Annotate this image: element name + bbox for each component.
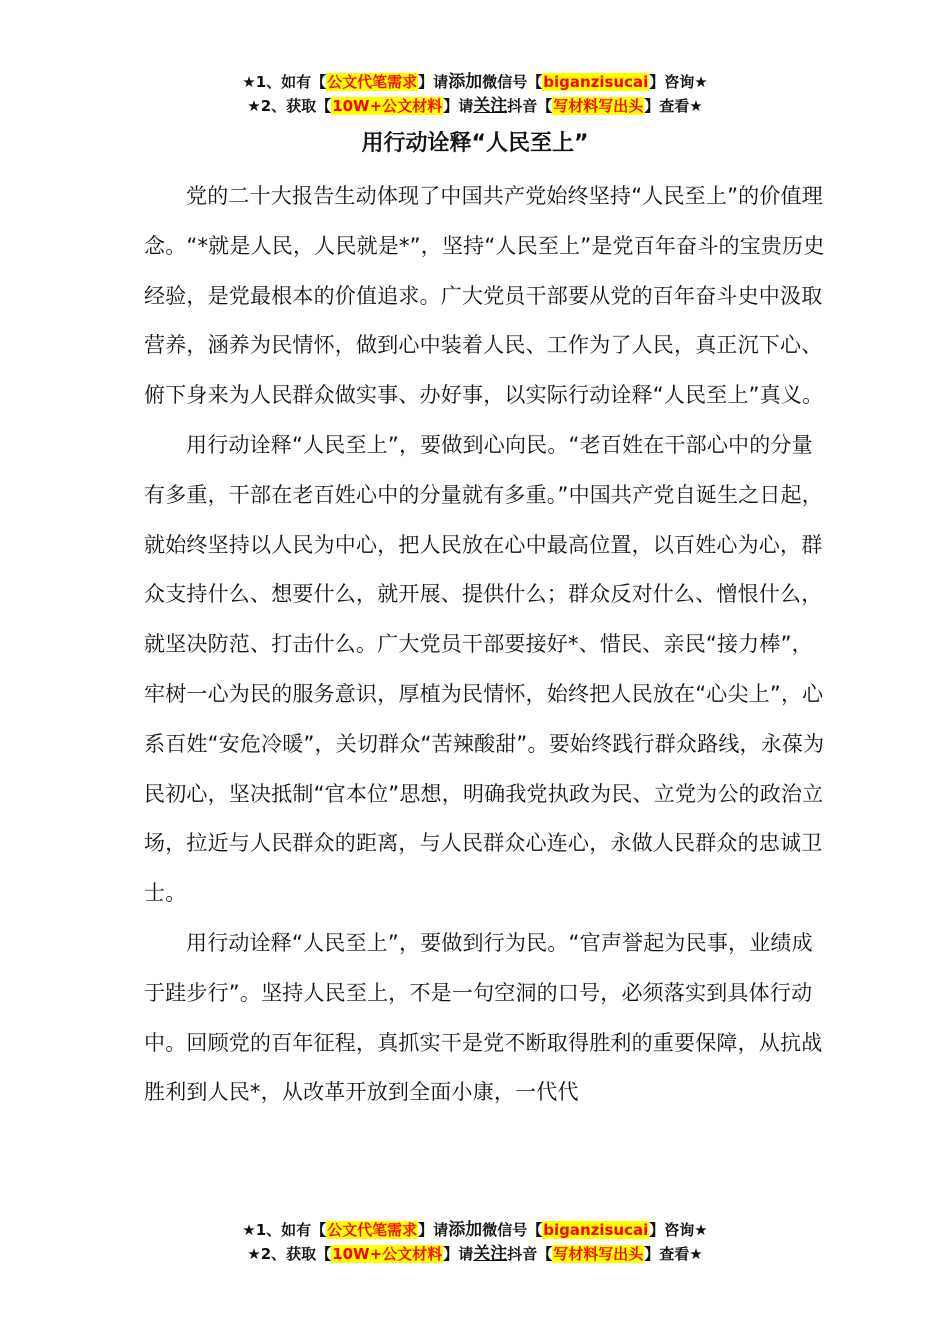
body-paragraph: 用行动诠释“人民至上”，要做到行为民。“官声誉起为民事，业绩成于跬步行”。坚持人民至上，不是一句空洞的口号，必须落实到具体行动中。回顾党的百年征程，真抓实干是党不断取得胜利的重要保障，从抗战胜利到人民*，从改革开放到全面小康，一代代 [144, 930, 823, 1105]
promo-highlight: 写材料写出头 [553, 97, 644, 115]
body-paragraph: 党的二十大报告生动体现了中国共产党始终坚持“人民至上”的价值理念。“*就是人民，人民就是*”，坚持“人民至上”是党百年奋斗的宝贵历史经验，是党最根本的价值追求。广大党员干部要从党的百年奋斗史中汲取营养，涵养为民情怀，做到心中装着人民、工作为了人民，真正沉下心、俯下身来为人民群众做实事、办好事，以实际行动诠释“人民至上”真义。 [144, 184, 825, 408]
header-promo-banner [0, 70, 950, 118]
promo-line-2: ★2、获取【10W+公文材料】请关注抖音【写材料写出头】查看★ [247, 96, 703, 116]
body-paragraph: 用行动诠释“人民至上”，要做到心向民。“老百姓在干部心中的分量有多重，干部在老百姓心中的分量就有多重。”中国共产党自诞生之日起，就始终坚持以人民为中心，把人民放在心中最高位置，以百姓心为心，群众支持什么、想要什么，就开展、提供什么；群众反对什么、憎恨什么，就坚决防范、打击什么。广大党员干部要接好*、惜民、亲民“接力棒”，牢树一心为民的服务意识，厚植为民情怀，始终把人民放在“心尖上”，心系百姓“安危冷暖”，关切群众“苦辣酸甜”。要始终践行群众路线，永葆为民初心，坚决抵制“官本位”思想，明确我党执政为民、立党为公的政治立场，拉近与人民群众的距离，与人民群众心连心，永做人民群众的忠诚卫士。 [144, 432, 825, 906]
promo-line-1: ★1、如有【公文代笔需求】请添加微信号【biganzisucai】咨询★ [242, 72, 708, 92]
promo-highlight: 写材料写出头 [553, 1245, 644, 1263]
promo-line-1: ★1、如有【公文代笔需求】请添加微信号【biganzisucai】咨询★ [242, 1220, 708, 1240]
promo-highlight: 公文代笔需求 [327, 1221, 418, 1239]
footer-promo-banner [0, 1218, 950, 1266]
promo-highlight: 10W+公文材料 [332, 1245, 443, 1263]
document-title: 用行动诠释“人民至上” [361, 131, 589, 156]
promo-line-2: ★2、获取【10W+公文材料】请关注抖音【写材料写出头】查看★ [247, 1244, 703, 1264]
promo-highlight: biganzisucai [543, 73, 649, 91]
promo-highlight: biganzisucai [543, 1221, 649, 1239]
promo-highlight: 10W+公文材料 [332, 97, 443, 115]
document-body [144, 172, 830, 1118]
promo-highlight: 公文代笔需求 [327, 73, 418, 91]
